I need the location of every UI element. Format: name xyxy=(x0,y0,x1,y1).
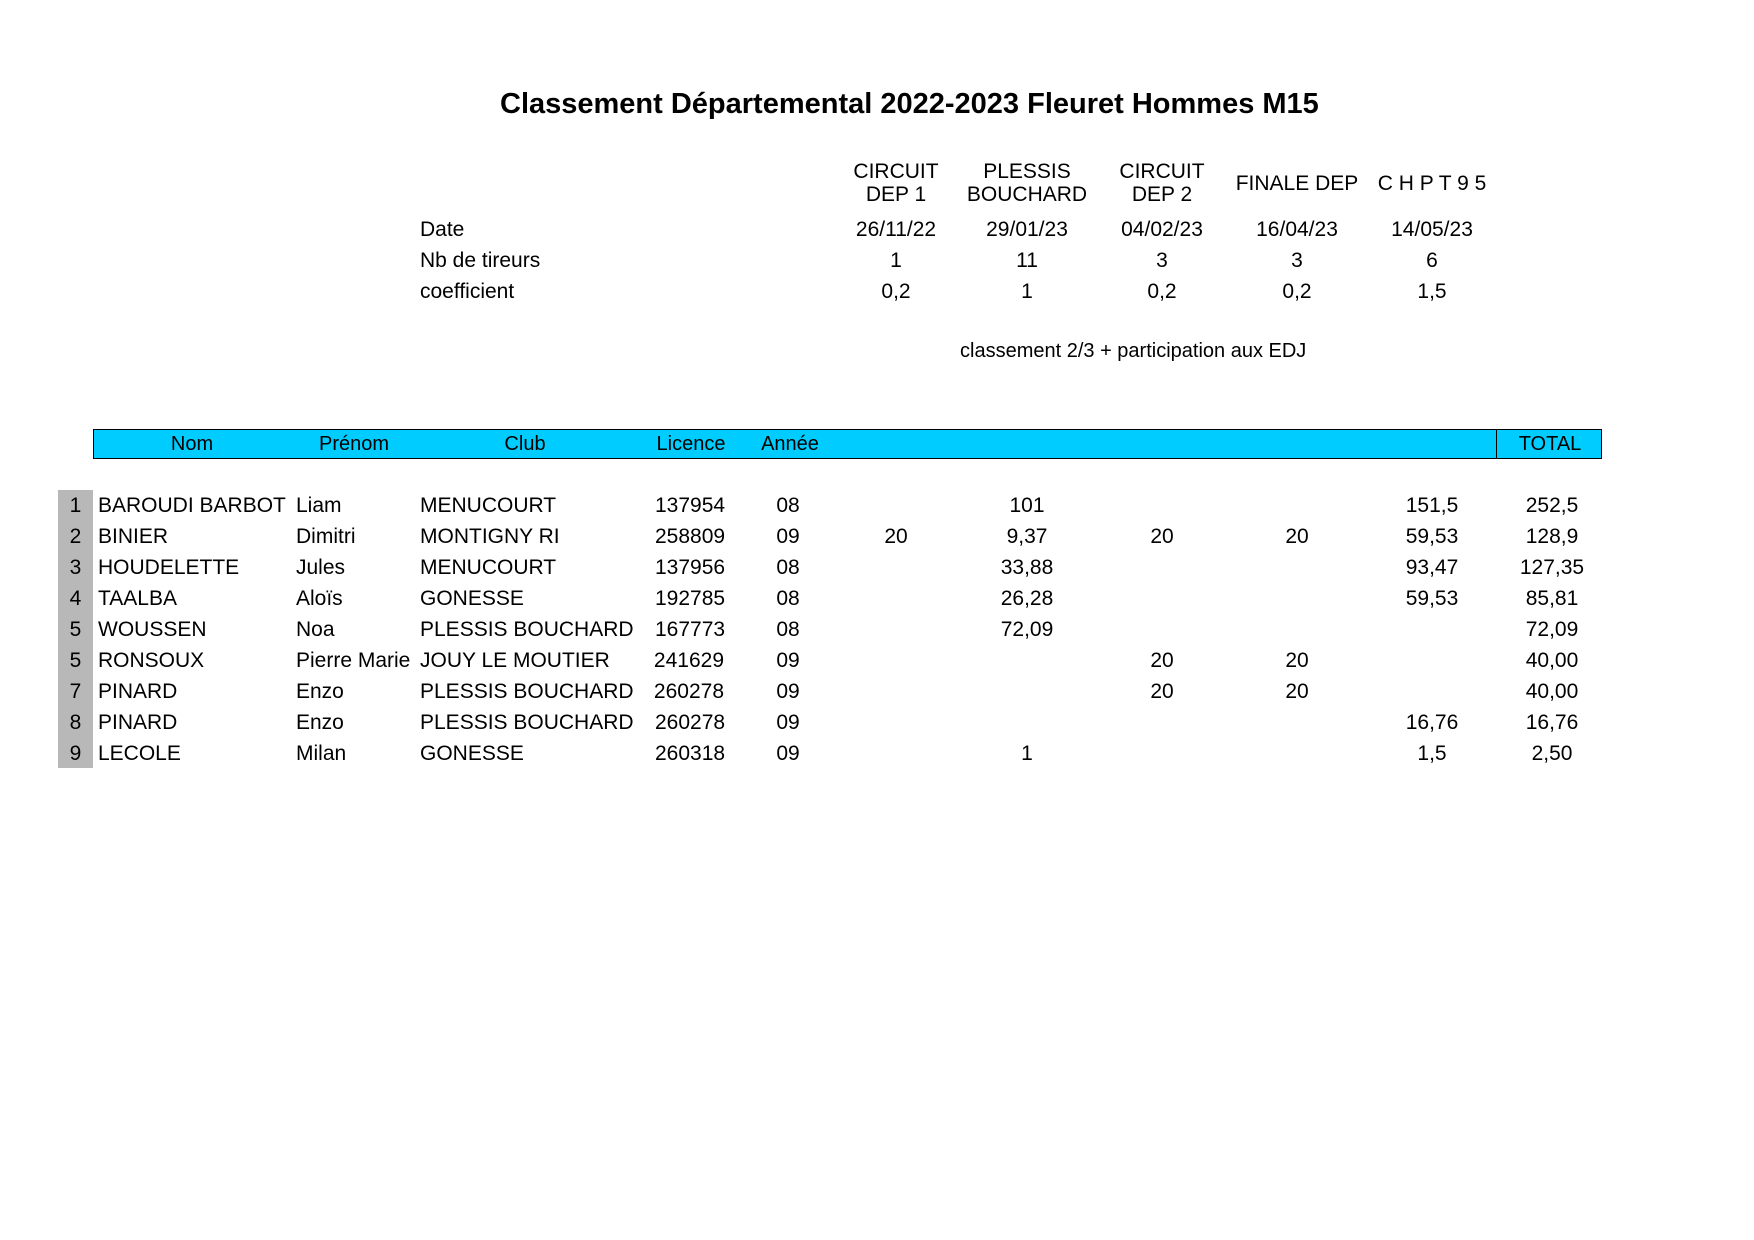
cell-prenom: Noa xyxy=(296,618,335,641)
event-name-line1: PLESSIS xyxy=(983,160,1071,183)
event-name-line2: BOUCHARD xyxy=(966,183,1088,206)
cell-prenom: Dimitri xyxy=(296,525,356,548)
nb-tireurs-label: Nb de tireurs xyxy=(420,249,541,272)
event-date: 29/01/23 xyxy=(986,218,1068,241)
cell-rank: 1 xyxy=(69,494,82,517)
cell-nom: BINIER xyxy=(98,525,169,548)
cell-total: 40,00 xyxy=(1525,649,1579,672)
cell-nom: RONSOUX xyxy=(98,649,205,672)
cell-annee: 09 xyxy=(776,742,800,765)
cell-rank: 9 xyxy=(69,742,82,765)
cell-club: MENUCOURT xyxy=(420,556,557,579)
cell-nom: LECOLE xyxy=(98,742,181,765)
event-nb-tireurs: 11 xyxy=(1016,249,1038,272)
event-date: 16/04/23 xyxy=(1256,218,1338,241)
cell-annee: 08 xyxy=(776,618,800,641)
cell-rank: 3 xyxy=(69,556,82,579)
cell-chpt95: 59,53 xyxy=(1405,587,1459,610)
cell-chpt95: 59,53 xyxy=(1405,525,1459,548)
event-date: 14/05/23 xyxy=(1391,218,1473,241)
cell-nom: BAROUDI BARBOT xyxy=(98,494,286,517)
cell-club: GONESSE xyxy=(420,742,524,765)
header-prenom: Prénom xyxy=(318,433,390,455)
note-text: classement 2/3 + participation aux EDJ xyxy=(960,340,1307,362)
cell-rank: 4 xyxy=(69,587,82,610)
cell-annee: 08 xyxy=(776,494,800,517)
cell-club: MONTIGNY RI xyxy=(420,525,560,548)
header-licence: Licence xyxy=(656,433,726,455)
event-name-line1: FINALE DEP xyxy=(1235,172,1359,195)
header-nom: Nom xyxy=(170,433,214,455)
cell-total: 85,81 xyxy=(1525,587,1579,610)
event-nb-tireurs: 3 xyxy=(1156,249,1168,272)
cell-nom: PINARD xyxy=(98,680,178,703)
cell-licence: 137956 xyxy=(655,556,726,579)
event-name-line1: C H P T 9 5 xyxy=(1377,172,1487,195)
cell-licence: 260278 xyxy=(655,711,726,734)
cell-finale-dep: 20 xyxy=(1285,680,1309,703)
header-total: TOTAL xyxy=(1518,433,1582,455)
cell-total: 252,5 xyxy=(1525,494,1579,517)
cell-licence: 241629 xyxy=(653,649,724,672)
cell-annee: 09 xyxy=(776,711,800,734)
cell-club: JOUY LE MOUTIER xyxy=(420,649,610,672)
cell-total: 128,9 xyxy=(1525,525,1579,548)
cell-circuit-dep2: 20 xyxy=(1150,649,1174,672)
event-nb-tireurs: 6 xyxy=(1426,249,1438,272)
cell-prenom: Liam xyxy=(296,494,342,517)
date-label: Date xyxy=(420,218,465,241)
cell-licence: 137954 xyxy=(655,494,726,517)
cell-nom: TAALBA xyxy=(98,587,177,610)
event-name-line1: CIRCUIT xyxy=(1119,160,1205,183)
cell-prenom: Jules xyxy=(296,556,346,579)
header-annee: Année xyxy=(761,433,819,455)
cell-total: 16,76 xyxy=(1525,711,1579,734)
cell-chpt95: 1,5 xyxy=(1417,742,1447,765)
header-separator xyxy=(1496,430,1497,458)
cell-licence: 260318 xyxy=(655,742,726,765)
event-name-line2: DEP 2 xyxy=(1131,183,1193,206)
cell-nom: WOUSSEN xyxy=(98,618,207,641)
cell-circuit-dep2: 20 xyxy=(1150,680,1174,703)
cell-licence: 167773 xyxy=(655,618,726,641)
cell-circuit-dep1: 20 xyxy=(884,525,908,548)
table-header xyxy=(93,429,1602,459)
cell-licence: 258809 xyxy=(655,525,726,548)
cell-total: 2,50 xyxy=(1531,742,1573,765)
cell-prenom: Pierre Marie xyxy=(296,649,411,672)
cell-finale-dep: 20 xyxy=(1285,649,1309,672)
coefficient-label: coefficient xyxy=(420,280,515,303)
cell-plessis-bouchard: 33,88 xyxy=(1000,556,1054,579)
cell-plessis-bouchard: 1 xyxy=(1021,742,1033,765)
cell-club: GONESSE xyxy=(420,587,524,610)
cell-nom: PINARD xyxy=(98,711,178,734)
cell-chpt95: 93,47 xyxy=(1405,556,1459,579)
cell-prenom: Enzo xyxy=(296,680,344,703)
cell-chpt95: 151,5 xyxy=(1405,494,1459,517)
cell-circuit-dep2: 20 xyxy=(1150,525,1174,548)
cell-rank: 2 xyxy=(69,525,82,548)
cell-club: PLESSIS BOUCHARD xyxy=(420,618,634,641)
event-date: 04/02/23 xyxy=(1121,218,1203,241)
cell-annee: 08 xyxy=(776,556,800,579)
cell-nom: HOUDELETTE xyxy=(98,556,240,579)
cell-finale-dep: 20 xyxy=(1285,525,1309,548)
cell-rank: 5 xyxy=(69,618,82,641)
cell-plessis-bouchard: 72,09 xyxy=(1000,618,1054,641)
header-club: Club xyxy=(504,433,546,455)
cell-total: 40,00 xyxy=(1525,680,1579,703)
cell-annee: 08 xyxy=(776,587,800,610)
cell-chpt95: 16,76 xyxy=(1405,711,1459,734)
cell-licence: 260278 xyxy=(653,680,724,703)
cell-prenom: Milan xyxy=(296,742,347,765)
cell-club: PLESSIS BOUCHARD xyxy=(420,711,634,734)
page-title: Classement Départemental 2022-2023 Fleuret Hommes M15 xyxy=(500,88,1319,120)
cell-club: PLESSIS BOUCHARD xyxy=(420,680,634,703)
cell-rank: 8 xyxy=(69,711,82,734)
event-name-line2: DEP 1 xyxy=(865,183,927,206)
cell-rank: 7 xyxy=(69,680,82,703)
event-coefficient: 0,2 xyxy=(1282,280,1312,303)
cell-annee: 09 xyxy=(776,680,800,703)
event-nb-tireurs: 1 xyxy=(890,249,902,272)
cell-plessis-bouchard: 26,28 xyxy=(1000,587,1054,610)
cell-rank: 5 xyxy=(69,649,82,672)
cell-prenom: Aloïs xyxy=(296,587,343,610)
event-coefficient: 0,2 xyxy=(881,280,911,303)
event-coefficient: 1,5 xyxy=(1417,280,1447,303)
cell-total: 72,09 xyxy=(1525,618,1579,641)
event-coefficient: 0,2 xyxy=(1147,280,1177,303)
event-nb-tireurs: 3 xyxy=(1291,249,1303,272)
cell-total: 127,35 xyxy=(1519,556,1585,579)
event-name-line1: CIRCUIT xyxy=(853,160,939,183)
cell-plessis-bouchard: 101 xyxy=(1009,494,1045,517)
cell-club: MENUCOURT xyxy=(420,494,557,517)
event-date: 26/11/22 xyxy=(855,218,937,241)
event-coefficient: 1 xyxy=(1021,280,1033,303)
cell-annee: 09 xyxy=(776,525,800,548)
cell-licence: 192785 xyxy=(655,587,726,610)
cell-prenom: Enzo xyxy=(296,711,344,734)
cell-annee: 09 xyxy=(776,649,800,672)
cell-plessis-bouchard: 9,37 xyxy=(1006,525,1048,548)
